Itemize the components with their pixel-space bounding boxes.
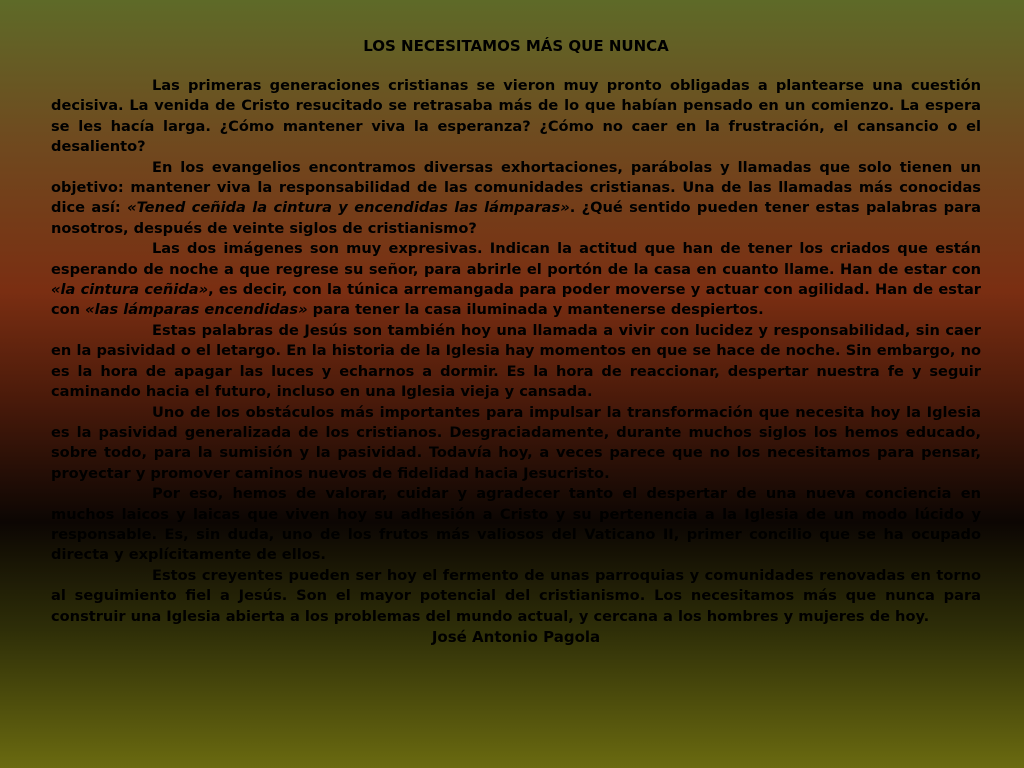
- paragraph-1-text: Las primeras generaciones cristianas se vieron muy pronto obligadas a plantearse una cuestión decisiva. La venida de Cristo resucitado se retrasaba más de lo que habían pensado en un comienzo. La espera se les hacía larga. ¿Cómo mantener viva la esperanza? ¿Cómo no caer en la frustración, el cansancio o el desaliento?: [51, 77, 981, 156]
- paragraph-6-text: Por eso, hemos de valorar, cuidar y agradecer tanto el despertar de una nueva conciencia en muchos laicos y laicas que viven hoy su adhesión a Cristo y su pertenencia a la Iglesia de un modo lúcido y responsable. Es, sin duda, uno de los frutos más valiosos del Vaticano II, primer concilio que se ha ocupado directa y explícitamente de ellos.: [51, 485, 981, 564]
- author-signature: José Antonio Pagola: [431, 627, 601, 646]
- paragraph-7-text: Estos creyentes pueden ser hoy el fermento de unas parroquias y comunidades renovadas en torno al seguimiento fiel a Jesús. Son el mayor potencial del cristianismo. Los necesitamos más que nunca para construir una Iglesia abierta a los problemas del mundo actual, y cercana a los hombres y mujeres de hoy.: [51, 566, 981, 625]
- paragraph-1: [51, 76, 981, 158]
- paragraph-2-text-b: . ¿Qué sentido pueden tener estas palabras para nosotros, después de veinte siglos de cristianismo?: [51, 199, 981, 237]
- paragraph-3-quote-1: «la cintura ceñida»: [51, 281, 209, 299]
- paragraph-3-text-c: para tener la casa iluminada y mantenerse despiertos.: [307, 301, 764, 319]
- paragraph-2-text-a: En los evangelios encontramos diversas exhortaciones, parábolas y llamadas que solo tienen un objetivo: mantener viva la responsabilidad de las comunidades cristianas. Una de las llamadas más conocidas dice así:: [51, 158, 981, 217]
- paragraph-5: [51, 403, 981, 485]
- document-page: [51, 36, 981, 647]
- paragraph-5-text: Uno de los obstáculos más importantes para impulsar la transformación que necesita hoy la Iglesia es la pasividad generalizada de los cristianos. Desgraciadamente, durante muchos siglos los hemos educado, sobre todo, para la sumisión y la pasividad. Todavía hoy, a veces parece que no los necesitamos para pensar, proyectar y promover caminos nuevos de fidelidad hacia Jesucristo.: [51, 403, 981, 482]
- paragraph-3: [51, 239, 981, 321]
- paragraph-4: [51, 321, 981, 403]
- paragraph-4-text: Estas palabras de Jesús son también hoy una llamada a vivir con lucidez y responsabilidad, sin caer en la pasividad o el letargo. En la historia de la Iglesia hay momentos en que se hace de noche. Sin embargo, no es la hora de apagar las luces y echarnos a dormir. Es la hora de reaccionar, despertar nuestra fe y seguir caminando hacia el futuro, incluso en una Iglesia vieja y cansada.: [51, 321, 981, 401]
- paragraph-3-quote-2: «las lámparas encendidas»: [85, 301, 308, 319]
- paragraph-3-text-b: , es decir, con la túnica arremangada para poder moverse y actuar con agilidad. Han de estar con: [51, 281, 981, 319]
- paragraph-2: [51, 158, 981, 240]
- paragraph-2-quote: «Tened ceñida la cintura y encendidas las lámparas»: [127, 199, 570, 217]
- paragraph-7: [51, 566, 981, 627]
- paragraph-3-text-a: Las dos imágenes son muy expresivas. Indican la actitud que han de tener los criados que están esperando de noche a que regrese su señor, para abrirle el portón de la casa en cuanto llame. Han de estar con: [51, 240, 981, 278]
- document-title: LOS NECESITAMOS MÁS QUE NUNCA: [363, 37, 669, 55]
- paragraph-6: [51, 484, 981, 566]
